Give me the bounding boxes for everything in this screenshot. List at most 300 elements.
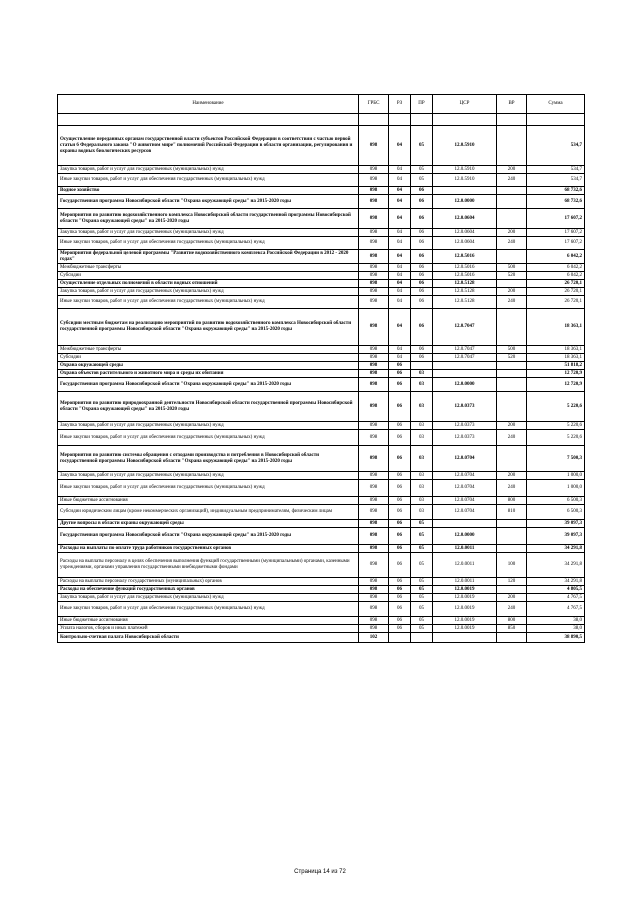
- cell-grbs: 098: [359, 594, 389, 602]
- cell-pr: 06: [411, 209, 433, 229]
- cell-sum: 6 042,2: [527, 264, 585, 272]
- table-row: [58, 392, 585, 422]
- cell-sum: 5 220,6: [527, 430, 585, 446]
- cell-sum: 6 042,2: [527, 272, 585, 280]
- cell-csr: 12.0.0000: [433, 528, 497, 545]
- cell-rz: 04: [389, 237, 411, 250]
- cell-vr: [497, 126, 527, 166]
- cell-grbs: 098: [359, 187, 389, 195]
- cell-rz: 06: [389, 528, 411, 545]
- cell-sum: 38 890,5: [527, 633, 585, 643]
- cell-vr: 200: [497, 594, 527, 602]
- cell-grbs: 098: [359, 229, 389, 237]
- cell-rz: 06: [389, 430, 411, 446]
- cell-name: Водное хозяйство: [58, 187, 359, 195]
- table-row: [58, 446, 585, 472]
- cell-vr: 200: [497, 166, 527, 174]
- cell-name: Охрана окружающей среды: [58, 362, 359, 370]
- column-header-pr: ПР: [411, 95, 433, 114]
- cell-grbs: 098: [359, 480, 389, 497]
- cell-grbs: 098: [359, 354, 389, 362]
- cell-vr: [497, 520, 527, 528]
- cell-grbs: 098: [359, 209, 389, 229]
- cell-csr: 12.0.0019: [433, 625, 497, 633]
- cell-name: Контрольно-счетная палата Новосибирской области: [58, 633, 359, 643]
- cell-sum: 17 607,2: [527, 237, 585, 250]
- cell-pr: 05: [411, 594, 433, 602]
- table-row: [58, 520, 585, 528]
- cell-grbs: 098: [359, 296, 389, 309]
- table-row: [58, 229, 585, 237]
- cell-vr: 500: [497, 346, 527, 354]
- cell-pr: 06: [411, 288, 433, 296]
- table-row: [58, 430, 585, 446]
- cell-rz: 06: [389, 520, 411, 528]
- cell-csr: [433, 362, 497, 370]
- cell-csr: [433, 187, 497, 195]
- cell-pr: 05: [411, 520, 433, 528]
- cell-name: Иные бюджетные ассигнования: [58, 617, 359, 625]
- cell-pr: 06: [411, 296, 433, 309]
- cell-csr: 12.0.0704: [433, 472, 497, 480]
- cell-csr: 12.0.0000: [433, 195, 497, 209]
- cell-rz: 06: [389, 362, 411, 370]
- cell-sum: 38,0: [527, 625, 585, 633]
- cell-grbs: 098: [359, 528, 389, 545]
- table-row: [58, 195, 585, 209]
- cell-pr: 06: [411, 354, 433, 362]
- cell-csr: 12.0.5128: [433, 280, 497, 288]
- cell-pr: 03: [411, 497, 433, 505]
- cell-vr: [497, 250, 527, 264]
- cell-csr: [433, 520, 497, 528]
- cell-vr: 200: [497, 472, 527, 480]
- cell-pr: 06: [411, 346, 433, 354]
- cell-vr: 520: [497, 354, 527, 362]
- cell-grbs: 098: [359, 520, 389, 528]
- cell-name: Иные закупки товаров, работ и услуг для обеспечения государственных (муниципальных) нужд: [58, 430, 359, 446]
- cell-vr: 240: [497, 174, 527, 187]
- budget-table: [57, 94, 585, 643]
- cell-sum: 68 732,6: [527, 187, 585, 195]
- cell-sum: 4 767,5: [527, 602, 585, 617]
- cell-rz: 04: [389, 309, 411, 346]
- cell-csr: 12.0.7047: [433, 309, 497, 346]
- cell-rz: 06: [389, 602, 411, 617]
- cell-name: Межбюджетные трансферты: [58, 264, 359, 272]
- table-row: [58, 126, 585, 166]
- cell-sum: 34 291,8: [527, 545, 585, 553]
- cell-rz: 06: [389, 586, 411, 594]
- cell-pr: 06: [411, 237, 433, 250]
- cell-vr: [497, 309, 527, 346]
- cell-grbs: 098: [359, 309, 389, 346]
- table-row: [58, 422, 585, 430]
- cell-vr: [497, 280, 527, 288]
- cell-grbs: 098: [359, 195, 389, 209]
- table-row: [58, 346, 585, 354]
- cell-pr: 06: [411, 195, 433, 209]
- cell-sum: 17 607,2: [527, 209, 585, 229]
- cell-pr: 06: [411, 187, 433, 195]
- table-row: [58, 264, 585, 272]
- cell-grbs: 098: [359, 250, 389, 264]
- cell-grbs: 098: [359, 545, 389, 553]
- table-row: [58, 362, 585, 370]
- cell-name: Субсидии юридическим лицам (кроме некоммерческих организаций), индивидуальным предпринимателям, физическим лицам: [58, 505, 359, 520]
- cell-pr: 05: [411, 625, 433, 633]
- cell-vr: 240: [497, 296, 527, 309]
- cell-rz: 06: [389, 392, 411, 422]
- cell-name: Расходы на выплаты по оплате труда работников государственных органов: [58, 545, 359, 553]
- cell-csr: 12.0.0373: [433, 392, 497, 422]
- cell-grbs: 098: [359, 625, 389, 633]
- column-header-csr: ЦСР: [433, 95, 497, 114]
- cell-pr: 05: [411, 174, 433, 187]
- cell-pr: 06: [411, 264, 433, 272]
- cell-sum: 18 363,1: [527, 354, 585, 362]
- table-row: [58, 602, 585, 617]
- cell-vr: [497, 187, 527, 195]
- cell-pr: 03: [411, 505, 433, 520]
- cell-sum: 26 720,1: [527, 280, 585, 288]
- cell-grbs: 098: [359, 370, 389, 378]
- cell-csr: 12.0.5910: [433, 166, 497, 174]
- cell-vr: [497, 633, 527, 643]
- cell-name: Расходы на выплаты персоналу государственных (муниципальных) органов: [58, 578, 359, 586]
- cell-sum: 51 818,2: [527, 362, 585, 370]
- cell-sum: 18 363,1: [527, 346, 585, 354]
- column-header-name: Наименование: [58, 95, 359, 114]
- cell-csr: 12.0.0011: [433, 578, 497, 586]
- cell-pr: 06: [411, 309, 433, 346]
- table-row: [58, 166, 585, 174]
- cell-rz: 06: [389, 594, 411, 602]
- table-row: [58, 250, 585, 264]
- table-row: [58, 586, 585, 594]
- cell-name: Закупка товаров, работ и услуг для государственных (муниципальных) нужд: [58, 229, 359, 237]
- cell-sum: 26 720,1: [527, 288, 585, 296]
- cell-grbs: 098: [359, 392, 389, 422]
- cell-csr: 12.0.0019: [433, 594, 497, 602]
- cell-csr: 12.0.0011: [433, 553, 497, 578]
- cell-pr: 03: [411, 446, 433, 472]
- cell-grbs: 098: [359, 346, 389, 354]
- cell-vr: [497, 362, 527, 370]
- cell-csr: 12.0.5128: [433, 296, 497, 309]
- cell-pr: 05: [411, 545, 433, 553]
- cell-grbs: 098: [359, 472, 389, 480]
- cell-csr: 12.0.0011: [433, 545, 497, 553]
- cell-name: Закупка товаров, работ и услуг для государственных (муниципальных) нужд: [58, 288, 359, 296]
- table-row: [58, 617, 585, 625]
- table-row: [58, 528, 585, 545]
- cell-rz: 04: [389, 288, 411, 296]
- cell-name: Иные закупки товаров, работ и услуг для обеспечения государственных (муниципальных) нужд: [58, 480, 359, 497]
- cell-name: Мероприятия федеральной целевой программы "Развитие водохозяйственного комплекса Российской Федерации в 2012 - 2020 годах": [58, 250, 359, 264]
- table-row: [58, 309, 585, 346]
- cell-pr: 05: [411, 166, 433, 174]
- cell-name: Осуществление переданных органам государственной власти субъектов Российской Федерации в соответствии с частью первой статьи 6 Федерального закона "О животном мире" полномочий Российской Федерации в области организации, регулирования и охраны водных биологических ресурсов: [58, 126, 359, 166]
- cell-csr: 12.0.0604: [433, 229, 497, 237]
- cell-sum: 7 500,3: [527, 446, 585, 472]
- table-row: [58, 187, 585, 195]
- cell-vr: 240: [497, 237, 527, 250]
- cell-grbs: 098: [359, 422, 389, 430]
- cell-name: Закупка товаров, работ и услуг для государственных (муниципальных) нужд: [58, 422, 359, 430]
- table-row: [58, 237, 585, 250]
- table-row: [58, 505, 585, 520]
- cell-csr: 12.0.5016: [433, 272, 497, 280]
- cell-csr: 12.0.7047: [433, 354, 497, 362]
- column-header-grbs: ГРБС: [359, 95, 389, 114]
- cell-rz: 06: [389, 446, 411, 472]
- cell-vr: [497, 370, 527, 378]
- cell-pr: 03: [411, 480, 433, 497]
- cell-vr: [497, 446, 527, 472]
- cell-name: Субсидии местным бюджетам на реализацию мероприятий по развитию водохозяйственного комплекса Новосибирской области государственной программы Новосибирской области "Охрана окружающей среды" на 2015-2020 годы: [58, 309, 359, 346]
- cell-rz: 06: [389, 625, 411, 633]
- cell-rz: 04: [389, 187, 411, 195]
- cell-pr: [411, 362, 433, 370]
- cell-rz: 06: [389, 553, 411, 578]
- cell-csr: 12.0.0019: [433, 602, 497, 617]
- table-row: [58, 378, 585, 392]
- cell-rz: 06: [389, 545, 411, 553]
- cell-name: Мероприятия по развитию водохозяйственного комплекса Новосибирской области государственной программы Новосибирской области "Охрана окружающей среды" на 2015-2020 годы: [58, 209, 359, 229]
- cell-pr: 03: [411, 392, 433, 422]
- cell-sum: 6 042,2: [527, 250, 585, 264]
- cell-grbs: 098: [359, 378, 389, 392]
- cell-sum: 68 732,6: [527, 195, 585, 209]
- cell-pr: 05: [411, 586, 433, 594]
- cell-vr: 200: [497, 422, 527, 430]
- cell-rz: 06: [389, 578, 411, 586]
- cell-grbs: 098: [359, 280, 389, 288]
- cell-vr: [497, 392, 527, 422]
- column-header-rz: РЗ: [389, 95, 411, 114]
- cell-pr: 06: [411, 272, 433, 280]
- cell-csr: 12.0.0019: [433, 617, 497, 625]
- cell-grbs: 098: [359, 617, 389, 625]
- cell-vr: 100: [497, 553, 527, 578]
- cell-name: Государственная программа Новосибирской области "Охрана окружающей среды" на 2015-2020 годы: [58, 195, 359, 209]
- cell-pr: 05: [411, 553, 433, 578]
- cell-sum: 534,7: [527, 174, 585, 187]
- cell-name: Закупка товаров, работ и услуг для государственных (муниципальных) нужд: [58, 166, 359, 174]
- cell-sum: 5 220,6: [527, 392, 585, 422]
- cell-rz: 04: [389, 296, 411, 309]
- cell-grbs: 102: [359, 633, 389, 643]
- cell-vr: 800: [497, 497, 527, 505]
- cell-rz: 06: [389, 378, 411, 392]
- cell-name: Мероприятия по развитию природоохранной деятельности Новосибирской области государственной программы Новосибирской области "Охрана окружающей среды" на 2015-2020 годы: [58, 392, 359, 422]
- cell-csr: 12.0.0704: [433, 446, 497, 472]
- cell-grbs: 098: [359, 288, 389, 296]
- cell-rz: 06: [389, 505, 411, 520]
- cell-name: Иные закупки товаров, работ и услуг для обеспечения государственных (муниципальных) нужд: [58, 174, 359, 187]
- cell-csr: [433, 633, 497, 643]
- cell-pr: [411, 633, 433, 643]
- column-header-sum: Сумма: [527, 95, 585, 114]
- cell-vr: 200: [497, 288, 527, 296]
- cell-grbs: 098: [359, 237, 389, 250]
- cell-vr: [497, 209, 527, 229]
- cell-pr: 05: [411, 126, 433, 166]
- cell-rz: 06: [389, 370, 411, 378]
- cell-vr: 200: [497, 229, 527, 237]
- cell-vr: [497, 586, 527, 594]
- cell-vr: 500: [497, 264, 527, 272]
- cell-csr: 12.0.0019: [433, 586, 497, 594]
- cell-vr: 240: [497, 430, 527, 446]
- cell-vr: 240: [497, 480, 527, 497]
- cell-rz: 04: [389, 195, 411, 209]
- cell-rz: 04: [389, 264, 411, 272]
- cell-sum: 39 097,3: [527, 528, 585, 545]
- cell-grbs: 098: [359, 126, 389, 166]
- cell-name: Мероприятия по развитию системы обращения с отходами производства и потребления в Новосибирской области государственной программы Новосибирской области "Охрана окружающей среды" на 2015-2020 годы: [58, 446, 359, 472]
- table-header-row: [58, 95, 585, 114]
- cell-name: Субсидии: [58, 272, 359, 280]
- table-row: [58, 370, 585, 378]
- cell-vr: [497, 195, 527, 209]
- cell-name: Закупка товаров, работ и услуг для государственных (муниципальных) нужд: [58, 594, 359, 602]
- cell-sum: 1 000,0: [527, 472, 585, 480]
- cell-name: Иные бюджетные ассигнования: [58, 497, 359, 505]
- table-row: [58, 633, 585, 643]
- cell-sum: 6 500,3: [527, 505, 585, 520]
- cell-sum: 39 097,3: [527, 520, 585, 528]
- cell-sum: 38,0: [527, 617, 585, 625]
- table-row: [58, 272, 585, 280]
- cell-pr: 03: [411, 370, 433, 378]
- cell-sum: 34 291,8: [527, 578, 585, 586]
- cell-sum: 534,7: [527, 126, 585, 166]
- cell-csr: 12.0.0704: [433, 505, 497, 520]
- cell-rz: 04: [389, 174, 411, 187]
- cell-grbs: 098: [359, 578, 389, 586]
- cell-csr: 12.0.7047: [433, 346, 497, 354]
- cell-name: Уплата налогов, сборов и иных платежей: [58, 625, 359, 633]
- cell-sum: 1 000,0: [527, 480, 585, 497]
- cell-vr: 120: [497, 578, 527, 586]
- cell-rz: 06: [389, 472, 411, 480]
- column-header-vr: ВР: [497, 95, 527, 114]
- cell-csr: 12.0.0000: [433, 378, 497, 392]
- cell-sum: 34 291,8: [527, 553, 585, 578]
- cell-rz: 04: [389, 280, 411, 288]
- table-row: [58, 288, 585, 296]
- cell-sum: 5 220,6: [527, 422, 585, 430]
- table-row: [58, 545, 585, 553]
- table-row: [58, 296, 585, 309]
- cell-rz: 04: [389, 126, 411, 166]
- cell-pr: 03: [411, 378, 433, 392]
- cell-name: Иные закупки товаров, работ и услуг для обеспечения государственных (муниципальных) нужд: [58, 296, 359, 309]
- cell-pr: 06: [411, 250, 433, 264]
- table-row: [58, 578, 585, 586]
- cell-name: Межбюджетные трансферты: [58, 346, 359, 354]
- cell-rz: [389, 633, 411, 643]
- cell-csr: 12.0.0704: [433, 497, 497, 505]
- cell-grbs: 098: [359, 264, 389, 272]
- cell-csr: 12.0.0604: [433, 237, 497, 250]
- cell-rz: 04: [389, 354, 411, 362]
- table-row: [58, 280, 585, 288]
- cell-pr: 05: [411, 602, 433, 617]
- cell-vr: 810: [497, 505, 527, 520]
- table-row: [58, 594, 585, 602]
- cell-pr: 05: [411, 578, 433, 586]
- cell-name: Иные закупки товаров, работ и услуг для обеспечения государственных (муниципальных) нужд: [58, 237, 359, 250]
- cell-sum: 12 720,9: [527, 370, 585, 378]
- cell-grbs: 098: [359, 602, 389, 617]
- cell-name: Государственная программа Новосибирской области "Охрана окружающей среды" на 2015-2020 годы: [58, 378, 359, 392]
- table-header-spacer: [58, 114, 585, 126]
- cell-grbs: 098: [359, 497, 389, 505]
- cell-grbs: 098: [359, 586, 389, 594]
- cell-pr: 06: [411, 229, 433, 237]
- cell-pr: 05: [411, 617, 433, 625]
- cell-name: Иные закупки товаров, работ и услуг для обеспечения государственных (муниципальных) нужд: [58, 602, 359, 617]
- cell-name: Расходы на выплаты персоналу в целях обеспечения выполнения функций государственными (муниципальными) органами, казенными учреждениями, органами управления государственными внебюджетными фондами: [58, 553, 359, 578]
- cell-rz: 04: [389, 250, 411, 264]
- cell-name: Субсидии: [58, 354, 359, 362]
- cell-sum: 6 500,3: [527, 497, 585, 505]
- cell-pr: 03: [411, 472, 433, 480]
- cell-vr: 520: [497, 272, 527, 280]
- cell-vr: [497, 378, 527, 392]
- cell-sum: 18 363,1: [527, 309, 585, 346]
- cell-sum: 4 805,5: [527, 586, 585, 594]
- table-row: [58, 472, 585, 480]
- cell-vr: 850: [497, 625, 527, 633]
- cell-vr: 240: [497, 602, 527, 617]
- cell-rz: 04: [389, 272, 411, 280]
- page-footer: Страница 14 из 72: [294, 869, 346, 875]
- table-row: [58, 553, 585, 578]
- cell-name: Другие вопросы в области охраны окружающей среды: [58, 520, 359, 528]
- cell-csr: 12.0.5016: [433, 264, 497, 272]
- cell-csr: 12.0.0604: [433, 209, 497, 229]
- cell-pr: 05: [411, 528, 433, 545]
- cell-pr: 03: [411, 430, 433, 446]
- cell-rz: 04: [389, 229, 411, 237]
- cell-csr: 12.0.5910: [433, 174, 497, 187]
- cell-csr: [433, 370, 497, 378]
- table-body: [58, 126, 585, 643]
- cell-name: Осуществление отдельных полномочий в области водных отношений: [58, 280, 359, 288]
- cell-grbs: 098: [359, 362, 389, 370]
- cell-vr: [497, 545, 527, 553]
- cell-rz: 06: [389, 497, 411, 505]
- cell-csr: 12.0.0373: [433, 430, 497, 446]
- cell-grbs: 098: [359, 272, 389, 280]
- cell-vr: 800: [497, 617, 527, 625]
- cell-grbs: 098: [359, 166, 389, 174]
- cell-sum: 534,7: [527, 166, 585, 174]
- cell-rz: 06: [389, 617, 411, 625]
- cell-rz: 04: [389, 209, 411, 229]
- table-row: [58, 354, 585, 362]
- cell-sum: 17 607,2: [527, 229, 585, 237]
- cell-name: Закупка товаров, работ и услуг для государственных (муниципальных) нужд: [58, 472, 359, 480]
- cell-sum: 26 720,1: [527, 296, 585, 309]
- cell-pr: 03: [411, 422, 433, 430]
- table-row: [58, 209, 585, 229]
- cell-name: Охрана объектов растительного и животного мира и среды их обитания: [58, 370, 359, 378]
